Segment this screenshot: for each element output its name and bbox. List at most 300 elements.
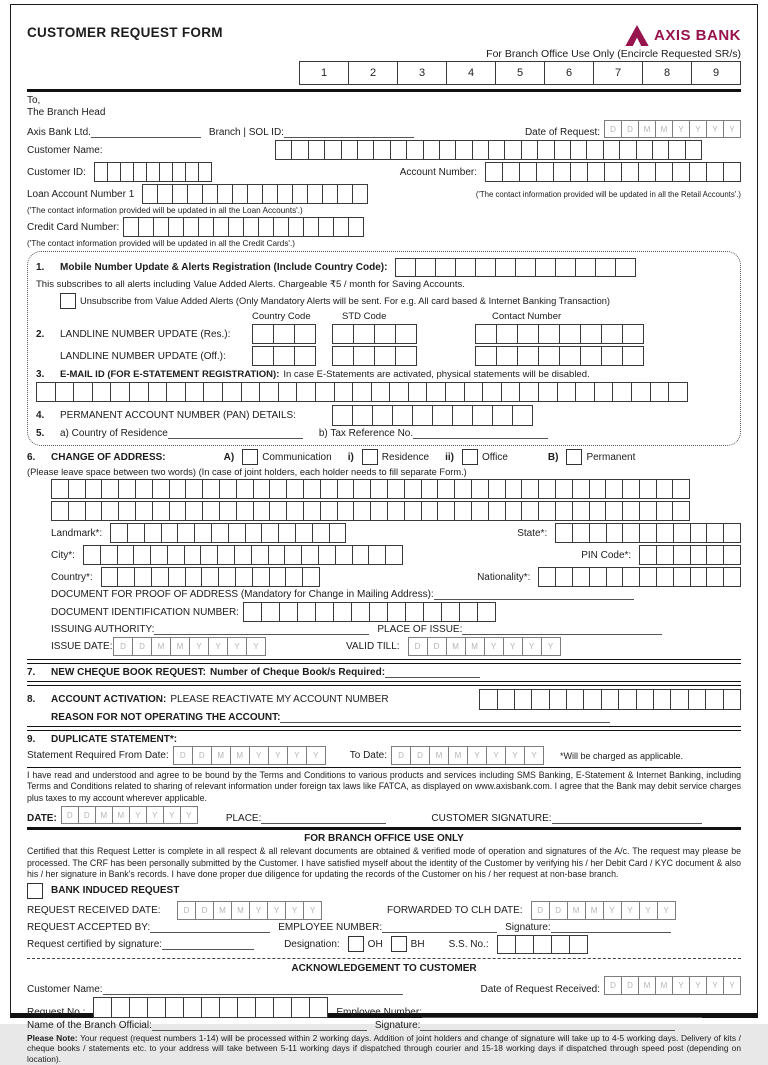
input-cell[interactable]	[475, 346, 497, 366]
input-cell[interactable]: Y	[524, 746, 544, 765]
input-cell[interactable]	[252, 324, 274, 344]
input-cell[interactable]	[606, 567, 624, 587]
credit-card-boxes[interactable]	[123, 217, 364, 237]
input-cell[interactable]	[211, 523, 229, 543]
input-cell[interactable]	[341, 140, 358, 160]
input-cell[interactable]	[252, 346, 274, 366]
statement-to-boxes[interactable]	[391, 746, 544, 765]
input-cell[interactable]	[201, 567, 219, 587]
input-cell[interactable]	[185, 501, 203, 521]
input-cell[interactable]	[68, 479, 86, 499]
input-cell[interactable]	[348, 217, 364, 237]
input-cell[interactable]	[352, 382, 372, 402]
input-cell[interactable]	[415, 258, 436, 277]
input-cell[interactable]	[219, 479, 237, 499]
input-cell[interactable]	[604, 162, 622, 182]
input-cell[interactable]	[202, 479, 220, 499]
input-cell[interactable]	[286, 501, 304, 521]
unsubscribe-checkbox[interactable]	[60, 293, 76, 309]
input-cell[interactable]	[217, 545, 235, 565]
input-cell[interactable]	[673, 567, 691, 587]
input-cell[interactable]	[333, 217, 349, 237]
input-cell[interactable]	[303, 217, 319, 237]
input-cell[interactable]	[549, 689, 567, 710]
input-cell[interactable]	[496, 346, 518, 366]
input-cell[interactable]	[202, 184, 218, 204]
input-cell[interactable]	[653, 689, 671, 710]
input-cell[interactable]	[639, 501, 657, 521]
input-cell[interactable]: D	[173, 746, 193, 765]
input-cell[interactable]: Y	[706, 976, 724, 995]
input-cell[interactable]	[673, 545, 691, 565]
input-cell[interactable]	[318, 545, 336, 565]
input-cell[interactable]	[301, 545, 319, 565]
input-cell[interactable]	[101, 479, 119, 499]
input-cell[interactable]	[93, 997, 112, 1018]
input-cell[interactable]	[390, 140, 407, 160]
input-cell[interactable]	[353, 501, 371, 521]
employee-number-blank[interactable]	[382, 922, 497, 933]
input-cell[interactable]: 4	[446, 61, 496, 85]
input-cell[interactable]	[589, 501, 607, 521]
input-cell[interactable]	[152, 479, 170, 499]
input-cell[interactable]: Y	[146, 806, 164, 824]
input-cell[interactable]	[252, 567, 270, 587]
input-cell[interactable]	[423, 602, 442, 622]
input-cell[interactable]	[505, 479, 523, 499]
certified-by-blank[interactable]	[162, 939, 254, 950]
input-cell[interactable]: Y	[621, 901, 640, 920]
input-cell[interactable]: M	[638, 976, 656, 995]
input-cell[interactable]	[374, 324, 396, 344]
input-cell[interactable]	[515, 935, 534, 954]
input-cell[interactable]	[385, 545, 403, 565]
input-cell[interactable]	[672, 162, 690, 182]
input-cell[interactable]: Y	[503, 637, 523, 656]
input-cell[interactable]: D	[61, 806, 79, 824]
input-cell[interactable]	[455, 140, 472, 160]
cheque-book-count-blank[interactable]	[385, 667, 480, 678]
communication-checkbox[interactable]	[242, 449, 258, 465]
input-cell[interactable]	[706, 545, 724, 565]
input-cell[interactable]	[201, 997, 220, 1018]
input-cell[interactable]	[723, 162, 741, 182]
ack-customer-name-blank[interactable]	[103, 984, 403, 995]
input-cell[interactable]	[459, 602, 478, 622]
input-cell[interactable]: M	[655, 976, 673, 995]
input-cell[interactable]: D	[531, 901, 550, 920]
input-cell[interactable]	[245, 523, 263, 543]
input-cell[interactable]	[232, 184, 248, 204]
input-cell[interactable]	[517, 346, 539, 366]
input-cell[interactable]	[656, 501, 674, 521]
input-cell[interactable]: Y	[208, 637, 228, 656]
input-cell[interactable]	[303, 501, 321, 521]
input-cell[interactable]	[51, 479, 69, 499]
input-cell[interactable]: Y	[672, 976, 690, 995]
input-cell[interactable]	[603, 140, 620, 160]
input-cell[interactable]	[439, 140, 456, 160]
input-cell[interactable]	[111, 997, 130, 1018]
input-cell[interactable]: D	[195, 901, 214, 920]
input-cell[interactable]	[421, 479, 439, 499]
input-cell[interactable]	[374, 346, 396, 366]
off-country-code-boxes[interactable]	[252, 346, 316, 366]
input-cell[interactable]	[373, 140, 390, 160]
input-cell[interactable]	[161, 523, 179, 543]
input-cell[interactable]: Y	[522, 637, 542, 656]
input-cell[interactable]	[332, 405, 353, 426]
input-cell[interactable]	[705, 689, 723, 710]
input-cell[interactable]	[580, 346, 602, 366]
input-cell[interactable]	[291, 140, 308, 160]
input-cell[interactable]	[672, 501, 690, 521]
input-cell[interactable]	[279, 602, 298, 622]
input-cell[interactable]	[83, 545, 101, 565]
input-cell[interactable]: D	[621, 120, 639, 138]
input-cell[interactable]	[622, 501, 640, 521]
input-cell[interactable]	[322, 184, 338, 204]
pan-boxes[interactable]	[332, 405, 533, 426]
input-cell[interactable]	[595, 258, 616, 277]
input-cell[interactable]	[521, 479, 539, 499]
input-cell[interactable]	[485, 162, 503, 182]
input-cell[interactable]: 7	[593, 61, 643, 85]
input-cell[interactable]	[253, 479, 271, 499]
input-cell[interactable]	[255, 997, 274, 1018]
state-boxes[interactable]	[555, 523, 741, 543]
input-cell[interactable]	[454, 479, 472, 499]
input-cell[interactable]	[315, 602, 334, 622]
input-cell[interactable]	[371, 382, 391, 402]
issuing-authority-blank[interactable]	[154, 624, 369, 635]
input-cell[interactable]: Y	[657, 901, 676, 920]
date-received-boxes[interactable]	[604, 976, 741, 995]
input-cell[interactable]	[706, 567, 724, 587]
input-cell[interactable]	[269, 567, 287, 587]
input-cell[interactable]	[589, 479, 607, 499]
input-cell[interactable]	[531, 689, 549, 710]
input-cell[interactable]: D	[391, 746, 411, 765]
input-cell[interactable]: M	[213, 901, 232, 920]
input-cell[interactable]	[101, 567, 119, 587]
input-cell[interactable]	[690, 523, 708, 543]
mobile-number-boxes[interactable]	[395, 258, 636, 277]
input-cell[interactable]	[495, 258, 516, 277]
input-cell[interactable]	[672, 479, 690, 499]
input-cell[interactable]	[601, 689, 619, 710]
input-cell[interactable]	[572, 523, 590, 543]
input-cell[interactable]	[320, 479, 338, 499]
input-cell[interactable]	[185, 479, 203, 499]
permanent-checkbox[interactable]	[566, 449, 582, 465]
input-cell[interactable]: Y	[246, 637, 266, 656]
input-cell[interactable]	[536, 162, 554, 182]
input-cell[interactable]	[172, 162, 186, 182]
input-cell[interactable]	[488, 479, 506, 499]
country-boxes[interactable]	[101, 567, 320, 587]
input-cell[interactable]	[185, 382, 205, 402]
input-cell[interactable]	[601, 324, 623, 344]
input-cell[interactable]	[605, 479, 623, 499]
input-cell[interactable]	[668, 140, 685, 160]
input-cell[interactable]	[423, 140, 440, 160]
valid-till-boxes[interactable]	[408, 637, 561, 656]
input-cell[interactable]: M	[465, 637, 485, 656]
input-cell[interactable]	[553, 162, 571, 182]
input-cell[interactable]	[129, 382, 149, 402]
bo-signature-blank[interactable]	[551, 922, 671, 933]
input-cell[interactable]: 9	[691, 61, 741, 85]
input-cell[interactable]	[315, 382, 335, 402]
input-cell[interactable]	[332, 324, 354, 344]
input-cell[interactable]	[185, 162, 199, 182]
input-cell[interactable]	[68, 501, 86, 521]
input-cell[interactable]	[352, 545, 370, 565]
input-cell[interactable]	[120, 162, 134, 182]
input-cell[interactable]	[706, 523, 724, 543]
input-cell[interactable]	[690, 567, 708, 587]
input-cell[interactable]	[631, 382, 651, 402]
input-cell[interactable]: Y	[672, 120, 690, 138]
input-cell[interactable]	[150, 545, 168, 565]
input-cell[interactable]	[652, 140, 669, 160]
input-cell[interactable]	[612, 382, 632, 402]
input-cell[interactable]	[535, 258, 556, 277]
input-cell[interactable]	[587, 162, 605, 182]
input-cell[interactable]	[144, 523, 162, 543]
input-cell[interactable]	[656, 545, 674, 565]
input-cell[interactable]	[472, 405, 493, 426]
input-cell[interactable]: Y	[287, 746, 307, 765]
input-cell[interactable]: Y	[306, 746, 326, 765]
input-cell[interactable]	[251, 545, 269, 565]
sol-id-blank[interactable]	[284, 127, 414, 138]
input-cell[interactable]	[570, 162, 588, 182]
input-cell[interactable]	[619, 140, 636, 160]
input-cell[interactable]: D	[621, 976, 639, 995]
reason-blank[interactable]	[280, 712, 610, 723]
input-cell[interactable]	[538, 567, 556, 587]
input-cell[interactable]	[519, 162, 537, 182]
input-cell[interactable]	[269, 479, 287, 499]
input-cell[interactable]: M	[655, 120, 673, 138]
input-cell[interactable]	[389, 382, 409, 402]
input-cell[interactable]	[622, 324, 644, 344]
input-cell[interactable]	[133, 162, 147, 182]
input-cell[interactable]: M	[448, 746, 468, 765]
input-cell[interactable]	[337, 479, 355, 499]
input-cell[interactable]	[183, 217, 199, 237]
input-cell[interactable]	[572, 479, 590, 499]
input-cell[interactable]	[555, 567, 573, 587]
input-cell[interactable]	[213, 217, 229, 237]
input-cell[interactable]: M	[170, 637, 190, 656]
input-cell[interactable]	[318, 217, 334, 237]
input-cell[interactable]	[441, 602, 460, 622]
input-cell[interactable]	[497, 689, 515, 710]
input-cell[interactable]	[521, 140, 538, 160]
email-boxes[interactable]	[36, 382, 688, 402]
input-cell[interactable]	[668, 382, 688, 402]
input-cell[interactable]	[517, 324, 539, 344]
input-cell[interactable]: Y	[541, 637, 561, 656]
input-cell[interactable]: M	[585, 901, 604, 920]
ss-no-boxes[interactable]	[497, 935, 588, 954]
input-cell[interactable]	[335, 545, 353, 565]
input-cell[interactable]	[605, 501, 623, 521]
input-cell[interactable]	[572, 567, 590, 587]
input-cell[interactable]	[723, 689, 741, 710]
input-cell[interactable]	[159, 162, 173, 182]
input-cell[interactable]: Y	[227, 637, 247, 656]
input-cell[interactable]	[202, 501, 220, 521]
input-cell[interactable]: D	[408, 637, 428, 656]
input-cell[interactable]	[352, 405, 373, 426]
input-cell[interactable]	[118, 501, 136, 521]
input-cell[interactable]	[94, 162, 108, 182]
residence-checkbox[interactable]	[362, 449, 378, 465]
input-cell[interactable]	[471, 479, 489, 499]
account-number-boxes[interactable]	[485, 162, 741, 182]
input-cell[interactable]: Y	[484, 637, 504, 656]
input-cell[interactable]: Y	[505, 746, 525, 765]
input-cell[interactable]	[408, 382, 428, 402]
country-of-residence-blank[interactable]	[168, 428, 303, 439]
input-cell[interactable]	[404, 479, 422, 499]
customer-name-boxes[interactable]	[275, 140, 702, 160]
input-cell[interactable]	[504, 140, 521, 160]
input-cell[interactable]	[117, 545, 135, 565]
input-cell[interactable]	[496, 324, 518, 344]
address-line-1-boxes[interactable]	[51, 479, 690, 499]
input-cell[interactable]	[236, 501, 254, 521]
input-cell[interactable]	[387, 501, 405, 521]
input-cell[interactable]: Y	[268, 746, 288, 765]
input-cell[interactable]	[307, 184, 323, 204]
input-cell[interactable]: D	[78, 806, 96, 824]
input-cell[interactable]: Y	[249, 901, 268, 920]
input-cell[interactable]	[36, 382, 56, 402]
input-cell[interactable]	[185, 567, 203, 587]
input-cell[interactable]	[117, 567, 135, 587]
input-cell[interactable]	[621, 162, 639, 182]
office-checkbox[interactable]	[462, 449, 478, 465]
input-cell[interactable]	[273, 324, 295, 344]
input-cell[interactable]	[110, 382, 130, 402]
input-cell[interactable]	[353, 324, 375, 344]
input-cell[interactable]	[723, 523, 741, 543]
input-cell[interactable]: M	[429, 746, 449, 765]
input-cell[interactable]: M	[230, 746, 250, 765]
input-cell[interactable]	[129, 997, 148, 1018]
input-cell[interactable]: Y	[267, 901, 286, 920]
input-cell[interactable]	[172, 184, 188, 204]
input-cell[interactable]	[575, 382, 595, 402]
input-cell[interactable]	[284, 545, 302, 565]
customer-id-boxes[interactable]	[94, 162, 212, 182]
input-cell[interactable]	[370, 479, 388, 499]
input-cell[interactable]	[586, 140, 603, 160]
input-cell[interactable]	[673, 523, 691, 543]
input-cell[interactable]	[337, 501, 355, 521]
input-cell[interactable]	[334, 382, 354, 402]
input-cell[interactable]	[656, 479, 674, 499]
input-cell[interactable]	[636, 689, 654, 710]
input-cell[interactable]	[488, 140, 505, 160]
input-cell[interactable]	[295, 523, 313, 543]
doc-proof-blank[interactable]	[434, 589, 634, 600]
input-cell[interactable]	[559, 324, 581, 344]
input-cell[interactable]	[138, 217, 154, 237]
input-cell[interactable]	[482, 382, 502, 402]
input-cell[interactable]	[262, 184, 278, 204]
input-cell[interactable]	[278, 523, 296, 543]
off-contact-number-boxes[interactable]	[475, 346, 644, 366]
city-boxes[interactable]	[83, 545, 403, 565]
input-cell[interactable]	[639, 567, 657, 587]
input-cell[interactable]	[333, 602, 352, 622]
input-cell[interactable]: 2	[348, 61, 398, 85]
input-cell[interactable]	[100, 545, 118, 565]
input-cell[interactable]	[353, 346, 375, 366]
input-cell[interactable]	[184, 545, 202, 565]
input-cell[interactable]	[187, 184, 203, 204]
input-cell[interactable]	[135, 501, 153, 521]
input-cell[interactable]	[514, 689, 532, 710]
input-cell[interactable]	[261, 523, 279, 543]
input-cell[interactable]	[107, 162, 121, 182]
input-cell[interactable]: Y	[486, 746, 506, 765]
input-cell[interactable]	[55, 382, 75, 402]
input-cell[interactable]	[309, 997, 328, 1018]
input-cell[interactable]	[618, 689, 636, 710]
input-cell[interactable]	[85, 501, 103, 521]
input-cell[interactable]: Y	[723, 976, 741, 995]
input-cell[interactable]	[432, 405, 453, 426]
statement-from-boxes[interactable]	[173, 746, 326, 765]
input-cell[interactable]	[656, 567, 674, 587]
input-cell[interactable]	[555, 523, 573, 543]
input-cell[interactable]	[636, 140, 653, 160]
input-cell[interactable]	[566, 689, 584, 710]
input-cell[interactable]	[519, 382, 539, 402]
input-cell[interactable]	[203, 382, 223, 402]
input-cell[interactable]	[501, 382, 521, 402]
input-cell[interactable]: D	[192, 746, 212, 765]
request-no-boxes[interactable]	[93, 997, 328, 1018]
input-cell[interactable]	[294, 324, 316, 344]
input-cell[interactable]: Y	[303, 901, 322, 920]
input-cell[interactable]	[134, 567, 152, 587]
input-cell[interactable]	[235, 567, 253, 587]
input-cell[interactable]	[177, 523, 195, 543]
input-cell[interactable]	[369, 602, 388, 622]
input-cell[interactable]	[454, 501, 472, 521]
input-cell[interactable]	[538, 324, 560, 344]
input-cell[interactable]	[241, 382, 261, 402]
input-cell[interactable]	[622, 346, 644, 366]
input-cell[interactable]	[554, 140, 571, 160]
input-cell[interactable]	[538, 501, 556, 521]
input-cell[interactable]: Y	[285, 901, 304, 920]
input-cell[interactable]	[471, 501, 489, 521]
input-cell[interactable]	[583, 689, 601, 710]
input-cell[interactable]	[533, 935, 552, 954]
input-cell[interactable]: Y	[603, 901, 622, 920]
input-cell[interactable]	[237, 997, 256, 1018]
input-cell[interactable]	[497, 935, 516, 954]
